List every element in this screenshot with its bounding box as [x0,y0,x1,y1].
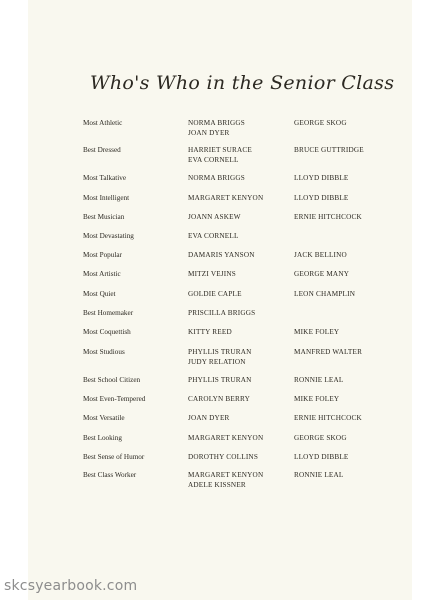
girl-winners [188,212,241,222]
award-category: Most Popular [83,251,122,259]
page-title: Who's Who in the Senior Class [90,72,395,94]
girl-winner-name: JOAN DYER [188,129,230,137]
boy-winner-name: JACK BELLINO [294,251,347,259]
award-category: Most Quiet [83,290,116,298]
boy-winner-name: GEORGE SKOG [294,434,347,442]
girl-winner-name: NORMA BRIGGS [188,119,245,127]
award-category: Most Talkative [83,174,127,182]
boy-winner-name: MANFRED WALTER [294,348,363,356]
award-category: Most Devastating [83,232,134,240]
award-category: Best Musician [83,213,125,221]
girl-winner-name: KITTY REED [188,328,232,336]
boy-winner-name: LLOYD DIBBLE [294,194,349,202]
girl-winners [188,394,250,404]
boy-winner-name: ERNIE HITCHCOCK [294,213,362,221]
girl-winners [188,413,230,423]
girl-winner-name: PRISCILLA BRIGGS [188,309,256,317]
girl-winners [188,452,258,462]
boy-winner-name: LLOYD DIBBLE [294,453,349,461]
award-category: Best Class Worker [83,471,137,479]
girl-winners [188,173,245,183]
boy-winner-name: MIKE FOLEY [294,395,340,403]
girl-winners [188,269,236,279]
girl-winners [188,347,252,367]
boy-winner-name: GEORGE MANY [294,270,350,278]
award-category: Most Versatile [83,414,125,422]
award-category: Best Sense of Humor [83,453,145,461]
girl-winners [188,327,232,337]
girl-winner-name: JUDY RELATION [188,358,246,366]
girl-winners [188,433,263,443]
award-category: Most Athletic [83,119,123,127]
boy-winner-name: ERNIE HITCHCOCK [294,414,362,422]
boy-winner-name: MIKE FOLEY [294,328,340,336]
girl-winner-name: GOLDIE CAPLE [188,290,242,298]
yearbook-page [28,0,412,600]
girl-winner-name: DAMARIS YANSON [188,251,255,259]
girl-winner-name: MARGARET KENYON [188,471,264,479]
girl-winner-name: PHYLLIS TRURAN [188,348,252,356]
award-category: Best Looking [83,434,122,442]
boy-winner-name: RONNIE LEAL [294,471,344,479]
award-category: Most Coquettish [83,328,131,336]
award-category: Most Artistic [83,270,121,278]
girl-winner-name: CAROLYN BERRY [188,395,250,403]
girl-winners [188,193,263,203]
girl-winners [188,289,242,299]
girl-winner-name: NORMA BRIGGS [188,174,245,182]
award-category: Best Dressed [83,146,121,154]
boy-winner-name: LEON CHAMPLIN [294,290,356,298]
boy-winner-name: BRUCE GUTTRIDGE [294,146,364,154]
girl-winner-name: PHYLLIS TRURAN [188,376,252,384]
boy-winner-name: RONNIE LEAL [294,376,344,384]
girl-winner-name: MITZI VEJINS [188,270,236,278]
girl-winner-name: JOANN ASKEW [188,213,241,221]
girl-winners [188,308,255,318]
girl-winner-name: ADELE KISSNER [188,481,246,489]
girl-winners [188,231,239,241]
award-category: Most Even-Tempered [83,395,146,403]
girl-winner-name: DOROTHY COLLINS [188,453,259,461]
award-category: Best Homemaker [83,309,134,317]
boy-winner-name: LLOYD DIBBLE [294,174,349,182]
girl-winners [188,250,255,260]
watermark: skcsyearbook.com [4,578,138,594]
girl-winner-name: MARGARET KENYON [188,194,264,202]
girl-winner-name: MARGARET KENYON [188,434,264,442]
award-category: Best School Citizen [83,376,141,384]
girl-winners [188,375,252,385]
award-category: Most Studious [83,348,125,356]
girl-winner-name: EVA CORNELL [188,232,239,240]
boy-winner-name: GEORGE SKOG [294,119,347,127]
award-category: Most Intelligent [83,194,130,202]
girl-winner-name: JOAN DYER [188,414,230,422]
girl-winner-name: HARRIET SURACE [188,146,252,154]
girl-winner-name: EVA CORNELL [188,156,239,164]
girl-winners [188,470,263,490]
girl-winners [188,145,252,165]
girl-winners [188,118,245,138]
